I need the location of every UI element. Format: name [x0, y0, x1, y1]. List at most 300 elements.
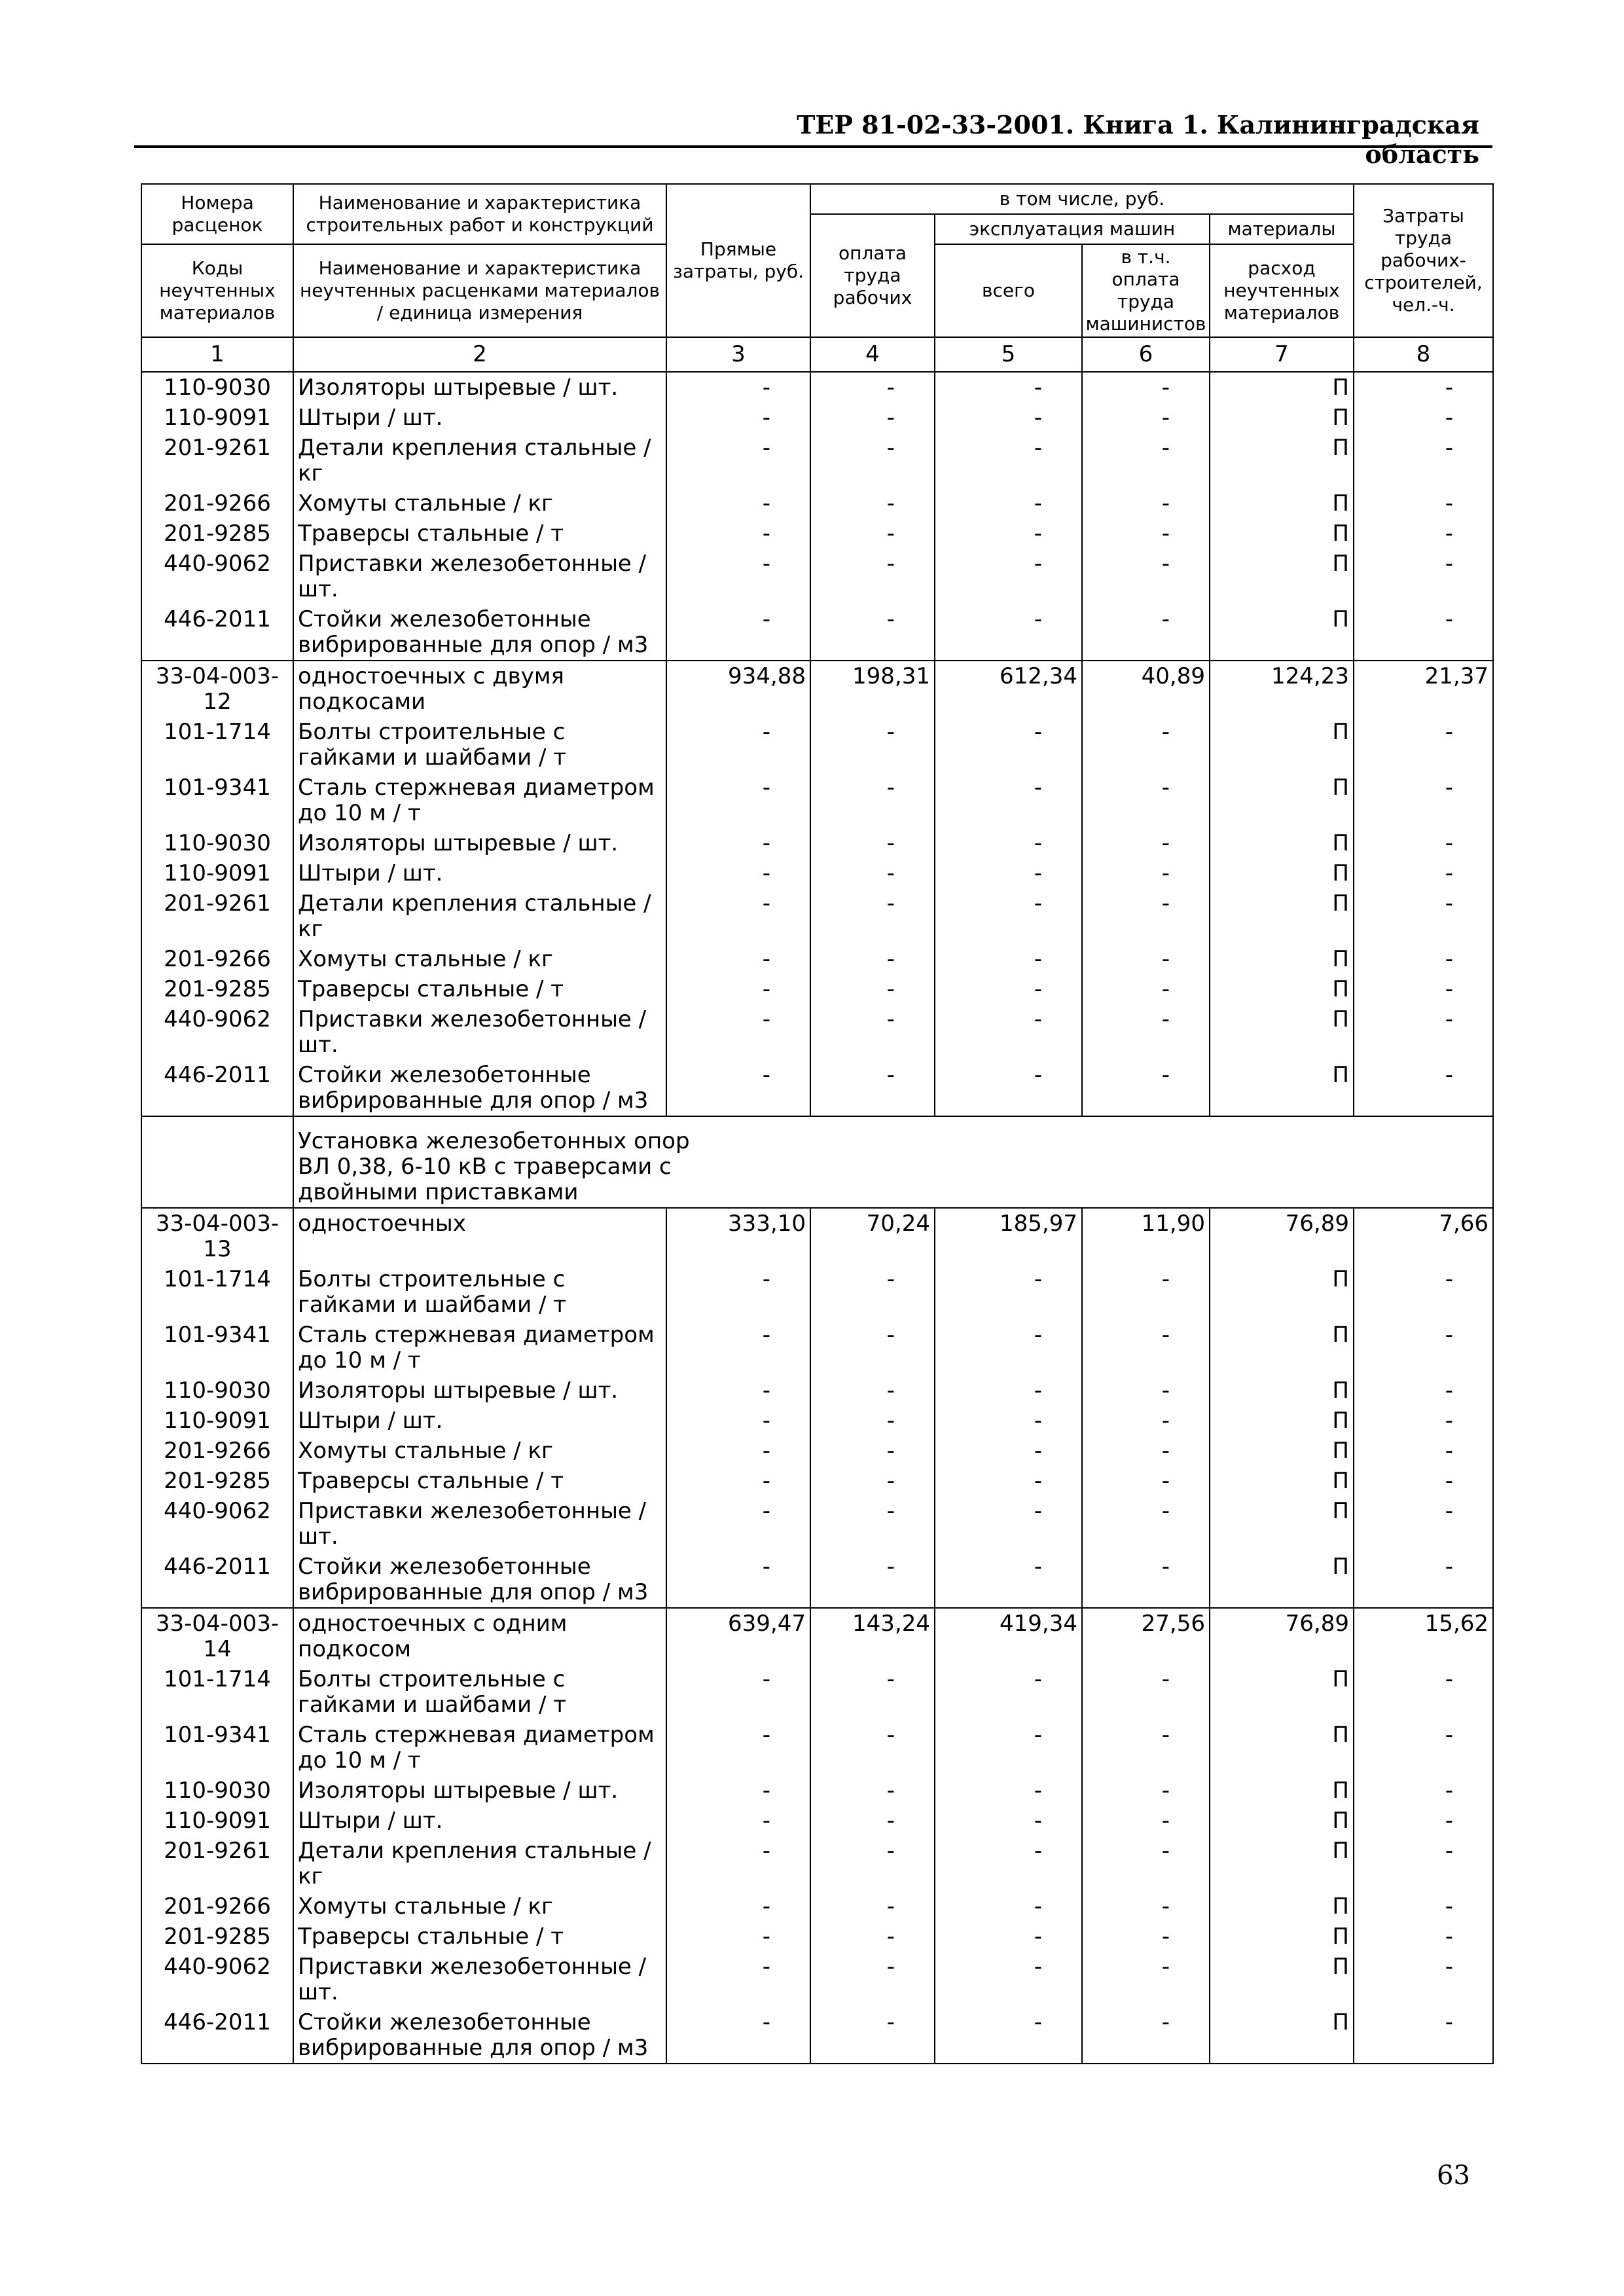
rate-name: Приставки железобетонные / шт.	[293, 1952, 666, 2007]
header-machine-operation: эксплуатация машин	[935, 214, 1210, 244]
operator-pay-value: -	[1082, 717, 1210, 773]
column-number: 4	[810, 337, 935, 372]
labor-costs-value: -	[1354, 1264, 1493, 1320]
rate-code: 33-04-003-13	[141, 1208, 293, 1264]
rate-name: Стойки железобетонные вибрированные для опор / м3	[293, 2007, 666, 2064]
machines-total-value: -	[935, 519, 1082, 549]
column-numbers-row	[141, 337, 1493, 372]
header-labor-costs: Затраты труда рабочих-строителей, чел.-ч.	[1354, 184, 1493, 337]
worker-pay-value: -	[810, 433, 935, 488]
rate-name: Траверсы стальные / т	[293, 519, 666, 549]
rate-code: 446-2011	[141, 604, 293, 661]
operator-pay-value: -	[1082, 1806, 1210, 1836]
rate-code: 101-1714	[141, 1264, 293, 1320]
material-row	[141, 604, 1493, 661]
column-number: 1	[141, 337, 293, 372]
rate-name: Изоляторы штыревые / шт.	[293, 828, 666, 858]
worker-pay-value: -	[810, 888, 935, 944]
header-direct-costs: Прямые затраты, руб.	[666, 184, 810, 337]
materials-value: П	[1210, 1664, 1354, 1720]
operator-pay-value: -	[1082, 1552, 1210, 1608]
materials-value: П	[1210, 1436, 1354, 1466]
worker-pay-value: -	[810, 1720, 935, 1776]
direct-costs-value: -	[666, 1264, 810, 1320]
operator-pay-value: -	[1082, 1720, 1210, 1776]
rates-table	[141, 183, 1494, 2064]
materials-value: П	[1210, 1406, 1354, 1436]
rate-code: 201-9266	[141, 488, 293, 519]
materials-value: П	[1210, 974, 1354, 1004]
rate-code: 440-9062	[141, 549, 293, 604]
rate-code: 201-9266	[141, 1436, 293, 1466]
materials-value: 124,23	[1210, 661, 1354, 717]
worker-pay-value: -	[810, 1836, 935, 1891]
operator-pay-value: 40,89	[1082, 661, 1210, 717]
worker-pay-value: -	[810, 1376, 935, 1406]
worker-pay-value: -	[810, 944, 935, 974]
direct-costs-value: -	[666, 1376, 810, 1406]
materials-value: П	[1210, 888, 1354, 944]
labor-costs-value: -	[1354, 1806, 1493, 1836]
operator-pay-value: -	[1082, 488, 1210, 519]
machines-total-value: 419,34	[935, 1608, 1082, 1664]
rate-code: 110-9091	[141, 858, 293, 888]
machines-total-value: -	[935, 888, 1082, 944]
worker-pay-value: -	[810, 604, 935, 661]
worker-pay-value: -	[810, 1664, 935, 1720]
material-row	[141, 372, 1493, 403]
rate-name: Стойки железобетонные вибрированные для опор / м3	[293, 1060, 666, 1116]
labor-costs-value: -	[1354, 858, 1493, 888]
labor-costs-value: -	[1354, 2007, 1493, 2064]
rate-name: Изоляторы штыревые / шт.	[293, 1376, 666, 1406]
worker-pay-value: -	[810, 1320, 935, 1376]
labor-costs-value: -	[1354, 1060, 1493, 1116]
material-row	[141, 1264, 1493, 1320]
rate-code: 446-2011	[141, 1060, 293, 1116]
labor-costs-value: -	[1354, 944, 1493, 974]
materials-value: П	[1210, 1922, 1354, 1952]
worker-pay-value: -	[810, 974, 935, 1004]
column-number: 2	[293, 337, 666, 372]
table-body	[141, 337, 1493, 2064]
operator-pay-value: -	[1082, 1836, 1210, 1891]
rate-name: Траверсы стальные / т	[293, 974, 666, 1004]
labor-costs-value: 21,37	[1354, 661, 1493, 717]
rate-code: 201-9261	[141, 433, 293, 488]
direct-costs-value: -	[666, 1891, 810, 1922]
materials-value: П	[1210, 1552, 1354, 1608]
machines-total-value: -	[935, 944, 1082, 974]
direct-costs-value: -	[666, 1552, 810, 1608]
machines-total-value: -	[935, 1952, 1082, 2007]
worker-pay-value: -	[810, 717, 935, 773]
labor-costs-value: -	[1354, 828, 1493, 858]
materials-value: П	[1210, 2007, 1354, 2064]
worker-pay-value: -	[810, 519, 935, 549]
operator-pay-value: -	[1082, 1466, 1210, 1496]
operator-pay-value: -	[1082, 2007, 1210, 2064]
labor-costs-value: -	[1354, 433, 1493, 488]
rate-name: Детали крепления стальные / кг	[293, 1836, 666, 1891]
direct-costs-value: -	[666, 888, 810, 944]
direct-costs-value: -	[666, 433, 810, 488]
material-row	[141, 1004, 1493, 1060]
rate-code: 101-1714	[141, 717, 293, 773]
operator-pay-value: -	[1082, 1664, 1210, 1720]
operator-pay-value: -	[1082, 403, 1210, 433]
rate-name: одностоечных	[293, 1208, 666, 1264]
material-row	[141, 1466, 1493, 1496]
labor-costs-value: -	[1354, 1720, 1493, 1776]
rate-name: Детали крепления стальные / кг	[293, 888, 666, 944]
material-row	[141, 1060, 1493, 1116]
direct-costs-value: -	[666, 858, 810, 888]
rate-code: 446-2011	[141, 1552, 293, 1608]
worker-pay-value: -	[810, 1952, 935, 2007]
material-row	[141, 828, 1493, 858]
rate-name: Штыри / шт.	[293, 1806, 666, 1836]
rate-name: Штыри / шт.	[293, 858, 666, 888]
worker-pay-value: -	[810, 1406, 935, 1436]
material-row	[141, 1496, 1493, 1552]
worker-pay-value: -	[810, 773, 935, 828]
direct-costs-value: -	[666, 1004, 810, 1060]
materials-value: П	[1210, 1466, 1354, 1496]
rate-code: 201-9285	[141, 1922, 293, 1952]
rate-name: Сталь стержневая диаметром до 10 м / т	[293, 1720, 666, 1776]
rate-name: Хомуты стальные / кг	[293, 1436, 666, 1466]
header-rate-numbers: Номера расценок	[141, 184, 293, 244]
materials-value: П	[1210, 403, 1354, 433]
rate-name: Штыри / шт.	[293, 403, 666, 433]
rate-code: 110-9030	[141, 372, 293, 403]
labor-costs-value: -	[1354, 1664, 1493, 1720]
header-rule	[134, 145, 1492, 148]
labor-costs-value: -	[1354, 1004, 1493, 1060]
materials-value: П	[1210, 828, 1354, 858]
material-row	[141, 2007, 1493, 2064]
worker-pay-value: -	[810, 858, 935, 888]
material-row	[141, 1552, 1493, 1608]
rate-name: Хомуты стальные / кг	[293, 488, 666, 519]
operator-pay-value: -	[1082, 773, 1210, 828]
labor-costs-value: -	[1354, 1952, 1493, 2007]
machines-total-value: -	[935, 1496, 1082, 1552]
direct-costs-value: -	[666, 1320, 810, 1376]
direct-costs-value: -	[666, 1776, 810, 1806]
material-row	[141, 1406, 1493, 1436]
operator-pay-value: -	[1082, 549, 1210, 604]
rate-row	[141, 1608, 1493, 1664]
operator-pay-value: -	[1082, 372, 1210, 403]
labor-costs-value: -	[1354, 1466, 1493, 1496]
direct-costs-value: -	[666, 1664, 810, 1720]
rate-code: 33-04-003-12	[141, 661, 293, 717]
rate-code: 201-9261	[141, 888, 293, 944]
machines-total-value: -	[935, 403, 1082, 433]
header-in-total: в том числе, руб.	[810, 184, 1354, 214]
operator-pay-value: -	[1082, 828, 1210, 858]
direct-costs-value: -	[666, 1952, 810, 2007]
material-row	[141, 549, 1493, 604]
worker-pay-value: 70,24	[810, 1208, 935, 1264]
column-number: 8	[1354, 337, 1493, 372]
labor-costs-value: -	[1354, 974, 1493, 1004]
rate-code: 110-9030	[141, 828, 293, 858]
operator-pay-value: -	[1082, 1776, 1210, 1806]
section-code-cell	[141, 1116, 293, 1208]
machines-total-value: -	[935, 433, 1082, 488]
materials-value: 76,89	[1210, 1208, 1354, 1264]
operator-pay-value: -	[1082, 974, 1210, 1004]
materials-value: П	[1210, 488, 1354, 519]
operator-pay-value: -	[1082, 1004, 1210, 1060]
section-title: Установка железобетонных опор ВЛ 0,38, 6-10 кВ с траверсами с двойными приставками	[293, 1116, 1493, 1208]
materials-value: П	[1210, 1004, 1354, 1060]
direct-costs-value: -	[666, 1496, 810, 1552]
labor-costs-value: -	[1354, 773, 1493, 828]
labor-costs-value: -	[1354, 1436, 1493, 1466]
material-row	[141, 1376, 1493, 1406]
direct-costs-value: -	[666, 549, 810, 604]
direct-costs-value: -	[666, 2007, 810, 2064]
material-row	[141, 1320, 1493, 1376]
labor-costs-value: -	[1354, 1406, 1493, 1436]
materials-value: П	[1210, 1320, 1354, 1376]
materials-value: П	[1210, 549, 1354, 604]
material-row	[141, 773, 1493, 828]
operator-pay-value: -	[1082, 1496, 1210, 1552]
labor-costs-value: -	[1354, 1320, 1493, 1376]
rate-name: Штыри / шт.	[293, 1406, 666, 1436]
materials-value: П	[1210, 773, 1354, 828]
worker-pay-value: -	[810, 1436, 935, 1466]
direct-costs-value: -	[666, 1406, 810, 1436]
operator-pay-value: -	[1082, 1264, 1210, 1320]
operator-pay-value: -	[1082, 1376, 1210, 1406]
operator-pay-value: 27,56	[1082, 1608, 1210, 1664]
direct-costs-value: -	[666, 1060, 810, 1116]
machines-total-value: -	[935, 717, 1082, 773]
section-row	[141, 1116, 1493, 1208]
direct-costs-value: -	[666, 488, 810, 519]
material-row	[141, 1806, 1493, 1836]
direct-costs-value: -	[666, 828, 810, 858]
worker-pay-value: 143,24	[810, 1608, 935, 1664]
rate-name: Болты строительные с гайками и шайбами / т	[293, 717, 666, 773]
rate-code: 440-9062	[141, 1952, 293, 2007]
rate-name: Траверсы стальные / т	[293, 1922, 666, 1952]
direct-costs-value: -	[666, 717, 810, 773]
machines-total-value: 185,97	[935, 1208, 1082, 1264]
worker-pay-value: -	[810, 828, 935, 858]
direct-costs-value: -	[666, 1922, 810, 1952]
rate-name: Болты строительные с гайками и шайбами / т	[293, 1264, 666, 1320]
operator-pay-value: -	[1082, 604, 1210, 661]
header-material-name: Наименование и характеристика неучтенных расценками материалов / единица измерения	[293, 244, 666, 337]
direct-costs-value: -	[666, 773, 810, 828]
machines-total-value: -	[935, 1836, 1082, 1891]
labor-costs-value: 15,62	[1354, 1608, 1493, 1664]
operator-pay-value: -	[1082, 433, 1210, 488]
header-work-name: Наименование и характеристика строительных работ и конструкций	[293, 184, 666, 244]
machines-total-value: -	[935, 828, 1082, 858]
machines-total-value: -	[935, 1060, 1082, 1116]
rate-code: 446-2011	[141, 2007, 293, 2064]
worker-pay-value: -	[810, 1060, 935, 1116]
material-row	[141, 1952, 1493, 2007]
operator-pay-value: -	[1082, 1406, 1210, 1436]
worker-pay-value: -	[810, 1004, 935, 1060]
materials-value: П	[1210, 1891, 1354, 1922]
materials-value: 76,89	[1210, 1608, 1354, 1664]
materials-value: П	[1210, 1836, 1354, 1891]
machines-total-value: -	[935, 1806, 1082, 1836]
worker-pay-value: -	[810, 1806, 935, 1836]
material-row	[141, 1720, 1493, 1776]
machines-total-value: -	[935, 488, 1082, 519]
header-material-codes: Коды неучтенных материалов	[141, 244, 293, 337]
machines-total-value: -	[935, 1552, 1082, 1608]
material-row	[141, 488, 1493, 519]
worker-pay-value: -	[810, 1776, 935, 1806]
labor-costs-value: -	[1354, 1891, 1493, 1922]
rate-code: 201-9285	[141, 519, 293, 549]
material-row	[141, 1922, 1493, 1952]
column-number: 7	[1210, 337, 1354, 372]
materials-value: П	[1210, 1496, 1354, 1552]
operator-pay-value: -	[1082, 1436, 1210, 1466]
rate-name: Приставки железобетонные / шт.	[293, 1496, 666, 1552]
worker-pay-value: -	[810, 488, 935, 519]
material-row	[141, 1836, 1493, 1891]
labor-costs-value: -	[1354, 549, 1493, 604]
materials-value: П	[1210, 1376, 1354, 1406]
operator-pay-value: -	[1082, 1060, 1210, 1116]
rate-row	[141, 1208, 1493, 1264]
rate-code: 110-9030	[141, 1376, 293, 1406]
labor-costs-value: -	[1354, 372, 1493, 403]
material-row	[141, 1436, 1493, 1466]
direct-costs-value: -	[666, 974, 810, 1004]
direct-costs-value: 934,88	[666, 661, 810, 717]
column-number: 3	[666, 337, 810, 372]
header-worker-pay: оплата труда рабочих	[810, 214, 935, 337]
materials-value: П	[1210, 372, 1354, 403]
material-row	[141, 1776, 1493, 1806]
machines-total-value: -	[935, 1664, 1082, 1720]
rate-code: 440-9062	[141, 1004, 293, 1060]
direct-costs-value: 639,47	[666, 1608, 810, 1664]
material-row	[141, 717, 1493, 773]
materials-value: П	[1210, 858, 1354, 888]
rate-name: Детали крепления стальные / кг	[293, 433, 666, 488]
worker-pay-value: -	[810, 2007, 935, 2064]
worker-pay-value: -	[810, 1922, 935, 1952]
rate-name: Сталь стержневая диаметром до 10 м / т	[293, 773, 666, 828]
rate-code: 101-1714	[141, 1664, 293, 1720]
rate-code: 110-9091	[141, 1806, 293, 1836]
operator-pay-value: -	[1082, 944, 1210, 974]
material-row	[141, 888, 1493, 944]
rate-code: 440-9062	[141, 1496, 293, 1552]
machines-total-value: -	[935, 2007, 1082, 2064]
materials-value: П	[1210, 1264, 1354, 1320]
labor-costs-value: -	[1354, 1776, 1493, 1806]
worker-pay-value: -	[810, 549, 935, 604]
direct-costs-value: -	[666, 1806, 810, 1836]
rate-name: Хомуты стальные / кг	[293, 944, 666, 974]
machines-total-value: -	[935, 1376, 1082, 1406]
machines-total-value: -	[935, 974, 1082, 1004]
rate-code: 201-9266	[141, 1891, 293, 1922]
material-row	[141, 974, 1493, 1004]
rate-code: 201-9266	[141, 944, 293, 974]
labor-costs-value: -	[1354, 717, 1493, 773]
machines-total-value: -	[935, 773, 1082, 828]
material-row	[141, 858, 1493, 888]
worker-pay-value: -	[810, 1466, 935, 1496]
operator-pay-value: 11,90	[1082, 1208, 1210, 1264]
worker-pay-value: -	[810, 403, 935, 433]
machines-total-value: -	[935, 1922, 1082, 1952]
direct-costs-value: -	[666, 403, 810, 433]
worker-pay-value: -	[810, 1264, 935, 1320]
labor-costs-value: -	[1354, 888, 1493, 944]
materials-value: П	[1210, 1952, 1354, 2007]
labor-costs-value: -	[1354, 1552, 1493, 1608]
page-header-title: ТЕР 81-02-33-2001. Книга 1. Калининградская область	[797, 110, 1479, 169]
worker-pay-value: -	[810, 372, 935, 403]
rate-name: Траверсы стальные / т	[293, 1466, 666, 1496]
direct-costs-value: -	[666, 604, 810, 661]
rate-code: 101-9341	[141, 1320, 293, 1376]
labor-costs-value: -	[1354, 488, 1493, 519]
machines-total-value: -	[935, 1466, 1082, 1496]
worker-pay-value: -	[810, 1496, 935, 1552]
material-row	[141, 519, 1493, 549]
machines-total-value: -	[935, 1406, 1082, 1436]
rate-name: Хомуты стальные / кг	[293, 1891, 666, 1922]
machines-total-value: -	[935, 549, 1082, 604]
header-operator-pay: в т.ч. оплата труда машинистов	[1082, 244, 1210, 337]
labor-costs-value: -	[1354, 1836, 1493, 1891]
machines-total-value: -	[935, 1264, 1082, 1320]
rate-code: 101-9341	[141, 773, 293, 828]
labor-costs-value: 7,66	[1354, 1208, 1493, 1264]
rate-name: одностоечных с одним подкосом	[293, 1608, 666, 1664]
operator-pay-value: -	[1082, 1922, 1210, 1952]
rate-code: 110-9091	[141, 1406, 293, 1436]
machines-total-value: -	[935, 604, 1082, 661]
rate-code: 201-9285	[141, 1466, 293, 1496]
labor-costs-value: -	[1354, 519, 1493, 549]
machines-total-value: 612,34	[935, 661, 1082, 717]
material-row	[141, 1891, 1493, 1922]
machines-total-value: -	[935, 1720, 1082, 1776]
machines-total-value: -	[935, 1004, 1082, 1060]
rate-code: 110-9030	[141, 1776, 293, 1806]
direct-costs-value: -	[666, 1466, 810, 1496]
materials-value: П	[1210, 604, 1354, 661]
column-number: 6	[1082, 337, 1210, 372]
direct-costs-value: -	[666, 944, 810, 974]
machines-total-value: -	[935, 1776, 1082, 1806]
header-materials: материалы	[1210, 214, 1354, 244]
direct-costs-value: -	[666, 1436, 810, 1466]
worker-pay-value: -	[810, 1552, 935, 1608]
